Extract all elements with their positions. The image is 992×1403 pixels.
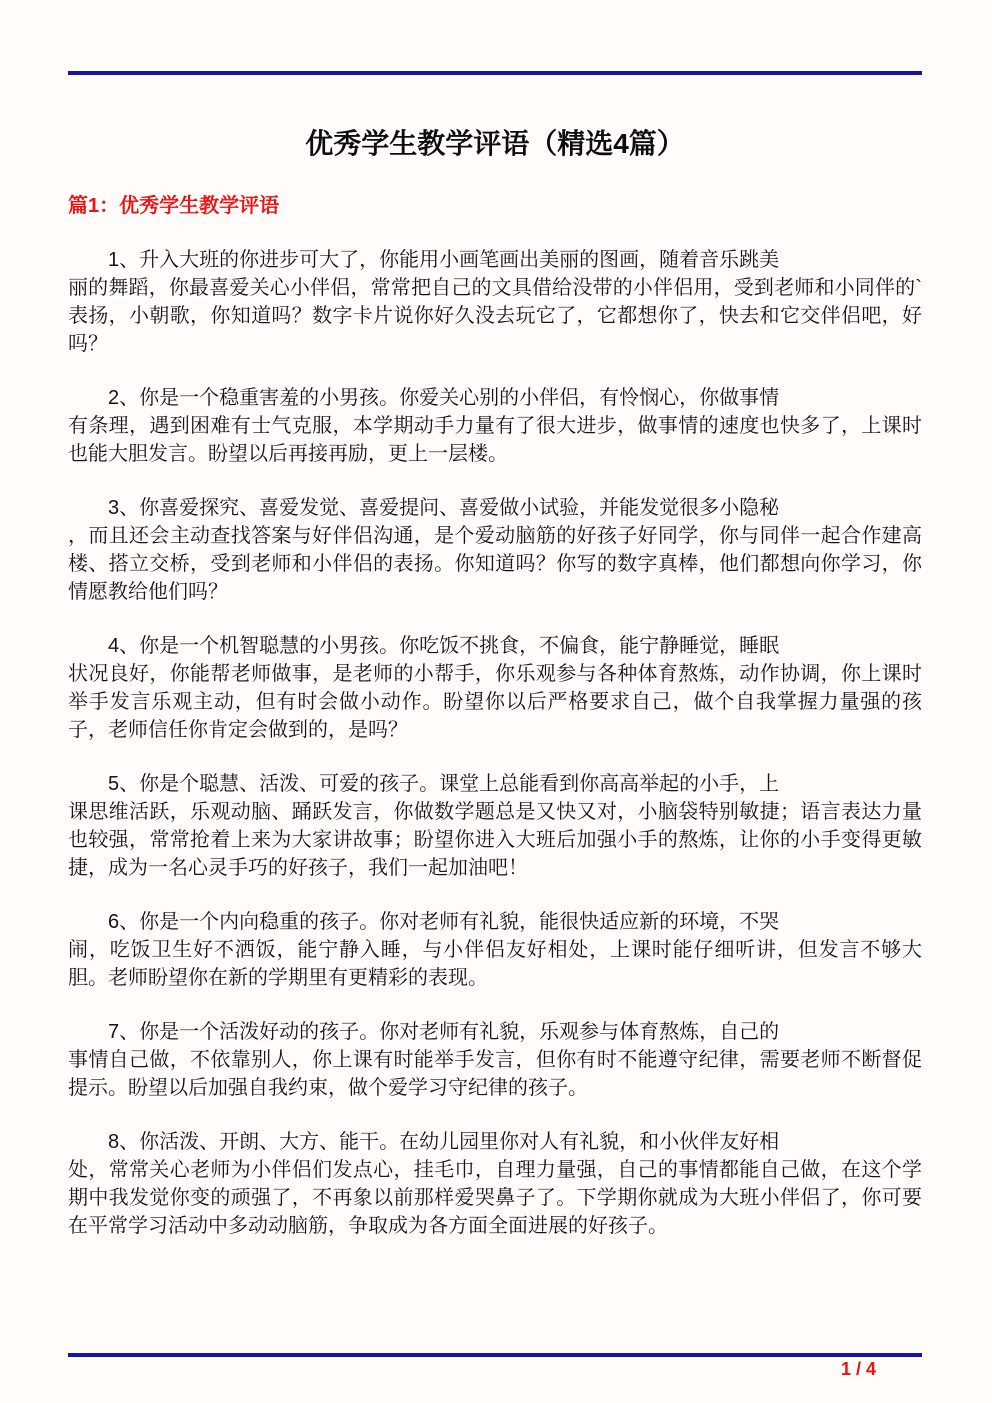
paragraph-8 bbox=[68, 1128, 922, 1240]
paragraph-6 bbox=[68, 908, 922, 992]
paragraph-3-rest: ，而且还会主动查找答案与好伴侣沟通，是个爱动脑筋的好孩子好同学，你与同伴一起合作建高楼、搭立交桥，受到老师和小伴侣的表扬。你知道吗？你写的数字真棒，他们都想向你学习，你情愿教给他们吗？ bbox=[68, 525, 922, 603]
paragraph-1-rest: 丽的舞蹈，你最喜爱关心小伴侣，常常把自己的文具借给没带的小伴侣用，受到老师和小同伴的`表扬，小朝歌，你知道吗？数字卡片说你好久没去玩它了，它都想你了，快去和它交伴侣吧，好吗？ bbox=[68, 277, 922, 355]
paragraph-8-first-line: 8、你活泼、开朗、大方、能干。在幼儿园里你对人有礼貌，和小伙伴友好相 bbox=[108, 1131, 780, 1153]
page-number: 1 / 4 bbox=[840, 1359, 876, 1379]
document-content bbox=[68, 0, 922, 1240]
paragraph-6-rest: 闹，吃饭卫生好不洒饭，能宁静入睡，与小伴侣友好相处，上课时能仔细听讲，但发言不够大胆。老师盼望你在新的学期里有更精彩的表现。 bbox=[68, 939, 922, 989]
paragraph-4 bbox=[68, 632, 922, 744]
paragraph-4-first-line: 4、你是一个机智聪慧的小男孩。你吃饭不挑食，不偏食，能宁静睡觉，睡眠 bbox=[108, 635, 780, 657]
document-title: 优秀学生教学评语（精选4篇） bbox=[305, 128, 685, 159]
paragraph-7 bbox=[68, 1018, 922, 1102]
paragraph-3-first-line: 3、你喜爱探究、喜爱发觉、喜爱提问、喜爱做小试验，并能发觉很多小隐秘 bbox=[108, 497, 780, 519]
footer-rule bbox=[68, 1353, 922, 1357]
paragraph-1-first-line: 1、升入大班的你进步可大了，你能用小画笔画出美丽的图画，随着音乐跳美 bbox=[108, 249, 780, 271]
paragraph-8-rest: 处，常常关心老师为小伴侣们发点心，挂毛巾，自理力量强，自己的事情都能自己做，在这个学期中我发觉你变的顽强了，不再象以前那样爱哭鼻子了。下学期你就成为大班小伴侣了，你可要在平常学习活动中多动动脑筋，争取成为各方面全面进展的好孩子。 bbox=[68, 1159, 922, 1237]
paragraph-5-rest: 课思维活跃，乐观动脑、踊跃发言，你做数学题总是又快又对，小脑袋特别敏捷；语言表达力量也较强，常常抢着上来为大家讲故事；盼望你进入大班后加强小手的熬炼，让你的小手变得更敏捷，成为一名心灵手巧的好孩子，我们一起加油吧！ bbox=[68, 801, 922, 879]
paragraph-6-first-line: 6、你是一个内向稳重的孩子。你对老师有礼貌，能很快适应新的环境，不哭 bbox=[108, 911, 780, 933]
paragraph-4-rest: 状况良好，你能帮老师做事，是老师的小帮手，你乐观参与各种体育熬炼，动作协调，你上课时举手发言乐观主动，但有时会做小动作。盼望你以后严格要求自己，做个自我掌握力量强的孩子，老师信任你肯定会做到的，是吗？ bbox=[68, 663, 922, 741]
paragraph-7-first-line: 7、你是一个活泼好动的孩子。你对老师有礼貌，乐观参与体育熬炼，自己的 bbox=[108, 1021, 780, 1043]
paragraph-5-first-line: 5、你是个聪慧、活泼、可爱的孩子。课堂上总能看到你高高举起的小手，上 bbox=[108, 773, 780, 795]
paragraph-1 bbox=[68, 246, 922, 358]
paragraph-2 bbox=[68, 384, 922, 468]
paragraph-2-first-line: 2、你是一个稳重害羞的小男孩。你爱关心别的小伴侣，有怜悯心，你做事情 bbox=[108, 387, 780, 409]
section-heading: 篇1：优秀学生教学评语 bbox=[68, 195, 280, 217]
paragraph-7-rest: 事情自己做，不依靠别人，你上课有时能举手发言，但你有时不能遵守纪律，需要老师不断督促提示。盼望以后加强自我约束，做个爱学习守纪律的孩子。 bbox=[68, 1049, 922, 1099]
paragraph-2-rest: 有条理，遇到困难有士气克服，本学期动手力量有了很大进步，做事情的速度也快多了，上课时也能大胆发言。盼望以后再接再励，更上一层楼。 bbox=[68, 415, 922, 465]
paragraph-5 bbox=[68, 770, 922, 882]
paragraph-3 bbox=[68, 494, 922, 606]
